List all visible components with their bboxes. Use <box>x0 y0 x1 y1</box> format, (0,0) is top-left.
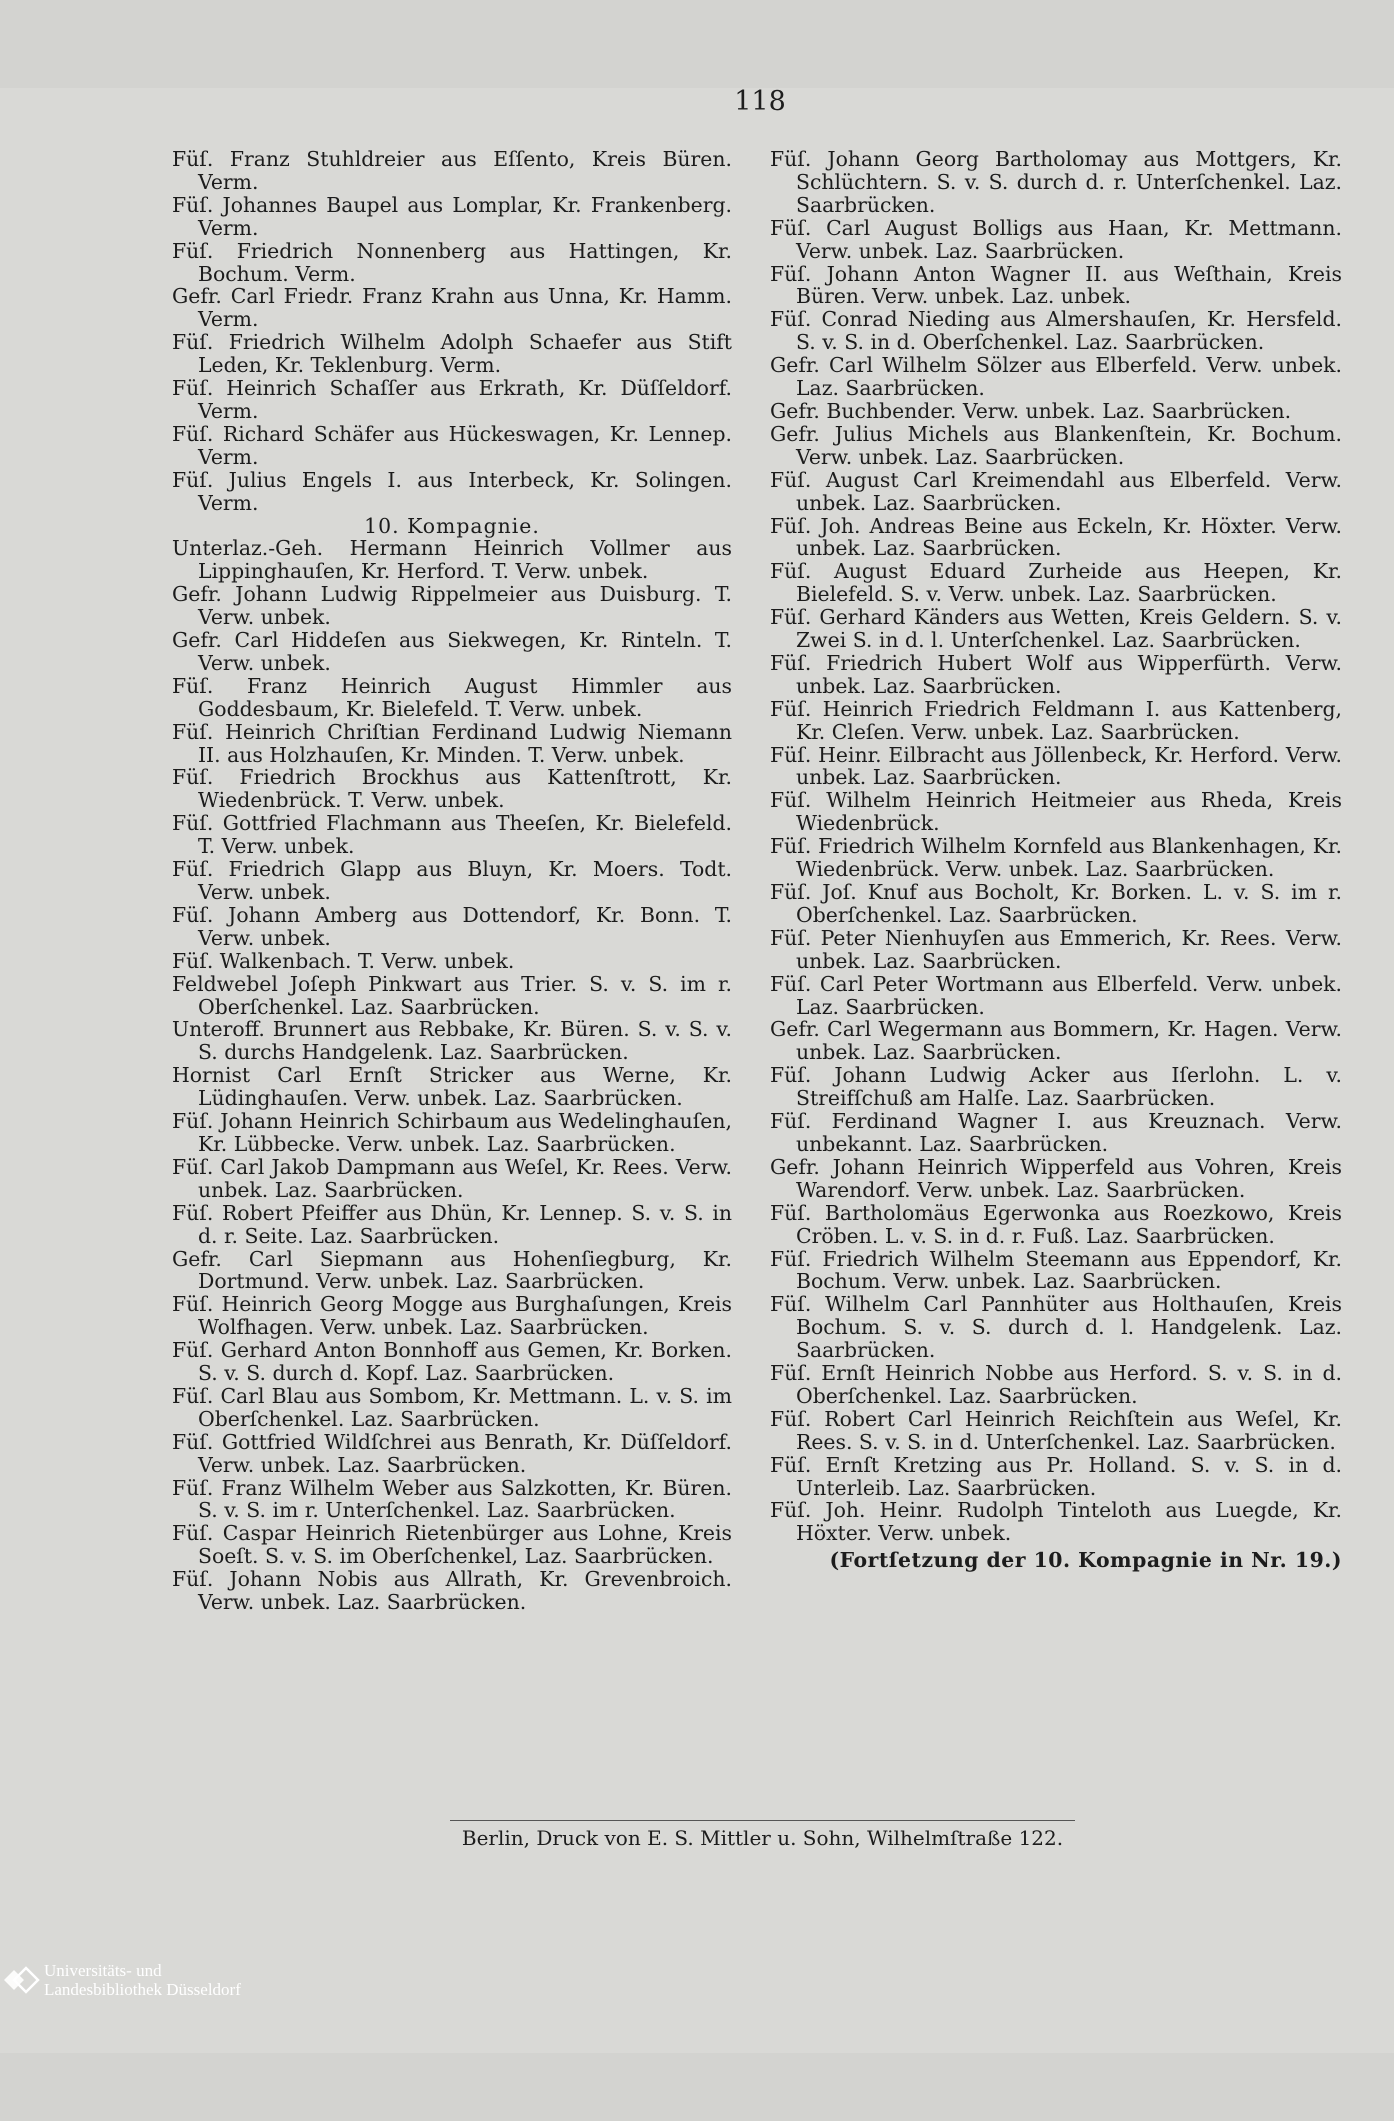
casualty-entry: Füſ. Friedrich Nonnenberg aus Hattingen, Kr. Bochum. Verm. <box>172 238 732 286</box>
watermark-line-2: Landesbibliothek Düsseldorf <box>44 1980 241 1999</box>
casualty-entry: Füſ. Johann Nobis aus Allrath, Kr. Grevenbroich. Verw. unbek. Laz. Saarbrücken. <box>172 1567 732 1615</box>
casualty-entry: Füſ. Friedrich Glapp aus Bluyn, Kr. Moers. Todt. Verw. unbek. <box>172 857 732 904</box>
casualty-entry: Gefr. Carl Hiddeſen aus Siekwegen, Kr. Rinteln. T. Verw. unbek. <box>172 628 732 675</box>
casualty-entry: Füſ. Ernſt Kretzing aus Pr. Holland. S. v. S. in d. Unterleib. Laz. Saarbrücken. <box>770 1452 1342 1500</box>
casualty-entry: Füſ. Friedrich Wilhelm Steemann aus Eppendorf, Kr. Bochum. Verw. unbek. Laz. Saarbrücken. <box>770 1246 1342 1294</box>
casualty-entry: Füſ. Julius Engels I. aus Interbeck, Kr. Solingen. Verm. <box>172 467 732 515</box>
casualty-entry: Gefr. Carl Wilhelm Sölzer aus Elberfeld. Verw. unbek. Laz. Saarbrücken. <box>770 353 1342 401</box>
casualty-entry: Füſ. Johann Ludwig Acker aus Iſerlohn. L. v. Streifſchuß am Halſe. Laz. Saarbrücken. <box>770 1063 1342 1111</box>
casualty-entry: Füſ. Gottfried Wildſchrei aus Benrath, Kr. Düſſeldorf. Verw. unbek. Laz. Saarbrücken. <box>172 1429 732 1477</box>
casualty-entry: Füſ. Caspar Heinrich Rietenbürger aus Lohne, Kreis Soeſt. S. v. S. im Oberſchenkel, Laz. Saarbrücken. <box>172 1521 732 1569</box>
casualty-entry: Füſ. Heinrich Chriſtian Ferdinand Ludwig Niemann II. aus Holzhauſen, Kr. Minden. T. Verw. unbek. <box>172 719 732 767</box>
casualty-entry: Füſ. Peter Nienhuyſen aus Emmerich, Kr. Rees. Verw. unbek. Laz. Saarbrücken. <box>770 925 1342 973</box>
footer-rule <box>450 1820 1075 1821</box>
casualty-entry: Füſ. Ferdinand Wagner I. aus Kreuznach. Verw. unbekannt. Laz. Saarbrücken. <box>770 1109 1342 1156</box>
section-heading: 10. Kompagnie. <box>364 513 540 538</box>
library-watermark <box>0 1955 290 2015</box>
casualty-entry: Füſ. Friedrich Wilhelm Adolph Schaefer aus Stift Leden, Kr. Teklenburg. Verm. <box>172 330 732 378</box>
casualty-entry: Füſ. Johann Georg Bartholomay aus Mottgers, Kr. Schlüchtern. S. v. S. durch d. r. Unterſchenkel. Laz. Saarbrücken. <box>770 147 1342 217</box>
casualty-entry: Füſ. Friedrich Hubert Wolf aus Wipperfürth. Verw. unbek. Laz. Saarbrücken. <box>770 650 1342 698</box>
page-number: 118 <box>734 86 786 117</box>
watermark-text <box>44 1961 241 1999</box>
casualty-entry: Gefr. Julius Michels aus Blankenſtein, Kr. Bochum. Verw. unbek. Laz. Saarbrücken. <box>770 421 1342 469</box>
casualty-entry: Füſ. Friedrich Brockhus aus Kattenſtrott, Kr. Wiedenbrück. T. Verw. unbek. <box>172 765 732 813</box>
casualty-entry: Füſ. Gottfried Flachmann aus Theeſen, Kr. Bielefeld. T. Verw. unbek. <box>172 811 732 859</box>
casualty-entry: Unteroff. Brunnert aus Rebbake, Kr. Büren. S. v. S. v. S. durchs Handgelenk. Laz. Saarbrücken. <box>172 1017 732 1065</box>
continuation-note: (Fortſetzung der 10. Kompagnie in Nr. 19.) <box>829 1548 1342 1573</box>
casualty-entry: Füſ. Conrad Nieding aus Almershauſen, Kr. Hersfeld. S. v. S. in d. Oberſchenkel. Laz. Saarbrücken. <box>770 307 1342 355</box>
casualty-entry: Feldwebel Joſeph Pinkwart aus Trier. S. v. S. im r. Oberſchenkel. Laz. Saarbrücken. <box>172 971 732 1019</box>
casualty-entry: Füſ. Franz Heinrich August Himmler aus Goddesbaum, Kr. Bielefeld. T. Verw. unbek. <box>172 673 732 721</box>
casualty-entry: Füſ. Joſ. Knuf aus Bocholt, Kr. Borken. L. v. S. im r. Oberſchenkel. Laz. Saarbrücken. <box>770 880 1342 927</box>
casualty-entry: Füſ. Carl Peter Wortmann aus Elberfeld. Verw. unbek. Laz. Saarbrücken. <box>770 971 1342 1019</box>
right-column <box>770 148 1342 1593</box>
casualty-entry: Füſ. Johann Heinrich Schirbaum aus Wedelinghauſen, Kr. Lübbecke. Verw. unbek. Laz. Saarbrücken. <box>172 1109 732 1156</box>
casualty-entry: Füſ. Franz Stuhldreier aus Eſſento, Kreis Büren. Verm. <box>172 147 732 194</box>
left-column <box>172 148 732 1614</box>
casualty-entry: Füſ. Gerhard Känders aus Wetten, Kreis Geldern. S. v. Zwei S. in d. l. Unterſchenkel. Laz. Saarbrücken. <box>770 605 1342 653</box>
casualty-entry: Füſ. Johannes Baupel aus Lomplar, Kr. Frankenberg. Verm. <box>172 192 732 240</box>
casualty-entry: Füſ. August Carl Kreimendahl aus Elberfeld. Verw. unbek. Laz. Saarbrücken. <box>770 467 1342 515</box>
casualty-entry: Füſ. Heinr. Eilbracht aus Jöllenbeck, Kr. Herford. Verw. unbek. Laz. Saarbrücken. <box>770 742 1342 790</box>
casualty-entry: Füſ. Heinrich Schaſſer aus Erkrath, Kr. Düſſeldorf. Verm. <box>172 376 732 423</box>
casualty-entry: Füſ. Robert Carl Heinrich Reichſtein aus Weſel, Kr. Rees. S. v. S. in d. Unterſchenkel. Laz. Saarbrücken. <box>770 1406 1342 1454</box>
printer-imprint: Berlin, Druck von E. S. Mittler u. Sohn, Wilhelmſtraße 122. <box>461 1826 1064 1850</box>
casualty-entry: Füſ. Carl Blau aus Sombom, Kr. Mettmann. L. v. S. im Oberſchenkel. Laz. Saarbrücken. <box>172 1383 732 1431</box>
casualty-entry: Füſ. Bartholomäus Egerwonka aus Roezkowo, Kreis Cröben. L. v. S. in d. r. Fuß. Laz. Saarbrücken. <box>770 1200 1342 1248</box>
casualty-entry: Füſ. Friedrich Wilhelm Kornfeld aus Blankenhagen, Kr. Wiedenbrück. Verw. unbek. Laz. Saarbrücken. <box>770 834 1342 882</box>
casualty-entry: Gefr. Johann Ludwig Rippelmeier aus Duisburg. T. Verw. unbek. <box>172 582 732 630</box>
casualty-entry: Gefr. Carl Wegermann aus Bommern, Kr. Hagen. Verw. unbek. Laz. Saarbrücken. <box>770 1017 1342 1065</box>
casualty-entry: Füſ. Johann Anton Wagner II. aus Weſthain, Kreis Büren. Verw. unbek. Laz. unbek. <box>770 261 1342 309</box>
casualty-entry: Füſ. Wilhelm Heinrich Heitmeier aus Rheda, Kreis Wiedenbrück. <box>770 788 1342 836</box>
ulb-logo-icon <box>0 1959 42 2001</box>
casualty-entry: Füſ. Heinrich Friedrich Feldmann I. aus Kattenberg, Kr. Cleſen. Verw. unbek. Laz. Saarbrücken. <box>770 696 1342 744</box>
casualty-entry: Gefr. Johann Heinrich Wipperfeld aus Vohren, Kreis Warendorf. Verw. unbek. Laz. Saarbrücken. <box>770 1154 1342 1202</box>
casualty-entry: Füſ. Johann Amberg aus Dottendorf, Kr. Bonn. T. Verw. unbek. <box>172 902 732 950</box>
casualty-entry: Füſ. Joh. Heinr. Rudolph Tinteloth aus Luegde, Kr. Höxter. Verw. unbek. <box>770 1498 1342 1546</box>
casualty-entry: Füſ. Heinrich Georg Mogge aus Burghaſungen, Kreis Wolfhagen. Verw. unbek. Laz. Saarbrücken. <box>172 1292 732 1340</box>
casualty-entry: Gefr. Buchbender. Verw. unbek. Laz. Saarbrücken. <box>770 398 1292 423</box>
casualty-entry: Füſ. Joh. Andreas Beine aus Eckeln, Kr. Höxter. Verw. unbek. Laz. Saarbrücken. <box>770 513 1342 561</box>
casualty-entry: Füſ. Franz Wilhelm Weber aus Salzkotten, Kr. Büren. S. v. S. im r. Unterſchenkel. Laz. Saarbrücken. <box>172 1475 732 1523</box>
casualty-entry: Füſ. Carl August Bolligs aus Haan, Kr. Mettmann. Verw. unbek. Laz. Saarbrücken. <box>770 215 1342 263</box>
casualty-entry: Gefr. Carl Friedr. Franz Krahn aus Unna, Kr. Hamm. Verm. <box>172 284 732 332</box>
casualty-entry: Füſ. Wilhelm Carl Pannhüter aus Holthauſen, Kreis Bochum. S. v. S. durch d. l. Handgelenk. Laz. Saarbrücken. <box>770 1292 1342 1363</box>
casualty-entry: Füſ. Carl Jakob Dampmann aus Weſel, Kr. Rees. Verw. unbek. Laz. Saarbrücken. <box>172 1154 732 1202</box>
watermark-line-1: Universitäts- und <box>44 1961 162 1980</box>
casualty-entry: Gefr. Carl Siepmann aus Hohenſiegburg, Kr. Dortmund. Verw. unbek. Laz. Saarbrücken. <box>172 1246 732 1294</box>
casualty-entry: Füſ. Walkenbach. T. Verw. unbek. <box>172 948 515 973</box>
casualty-entry: Füſ. Robert Pfeiffer aus Dhün, Kr. Lennep. S. v. S. in d. r. Seite. Laz. Saarbrücken. <box>172 1200 732 1248</box>
casualty-entry: Hornist Carl Ernſt Stricker aus Werne, Kr. Lüdinghauſen. Verw. unbek. Laz. Saarbrücken. <box>172 1063 732 1111</box>
casualty-entry: Füſ. August Eduard Zurheide aus Heepen, Kr. Bielefeld. S. v. Verw. unbek. Laz. Saarbrücken. <box>770 559 1342 607</box>
casualty-entry: Unterlaz.-Geh. Hermann Heinrich Vollmer aus Lippinghauſen, Kr. Herford. T. Verw. unbek. <box>172 536 732 584</box>
casualty-entry: Füſ. Ernſt Heinrich Nobbe aus Herford. S. v. S. in d. Oberſchenkel. Laz. Saarbrücken. <box>770 1361 1342 1408</box>
casualty-entry: Füſ. Gerhard Anton Bonnhoff aus Gemen, Kr. Borken. S. v. S. durch d. Kopf. Laz. Saarbrücken. <box>172 1338 732 1386</box>
casualty-entry: Füſ. Richard Schäfer aus Hückeswagen, Kr. Lennep. Verm. <box>172 421 732 469</box>
